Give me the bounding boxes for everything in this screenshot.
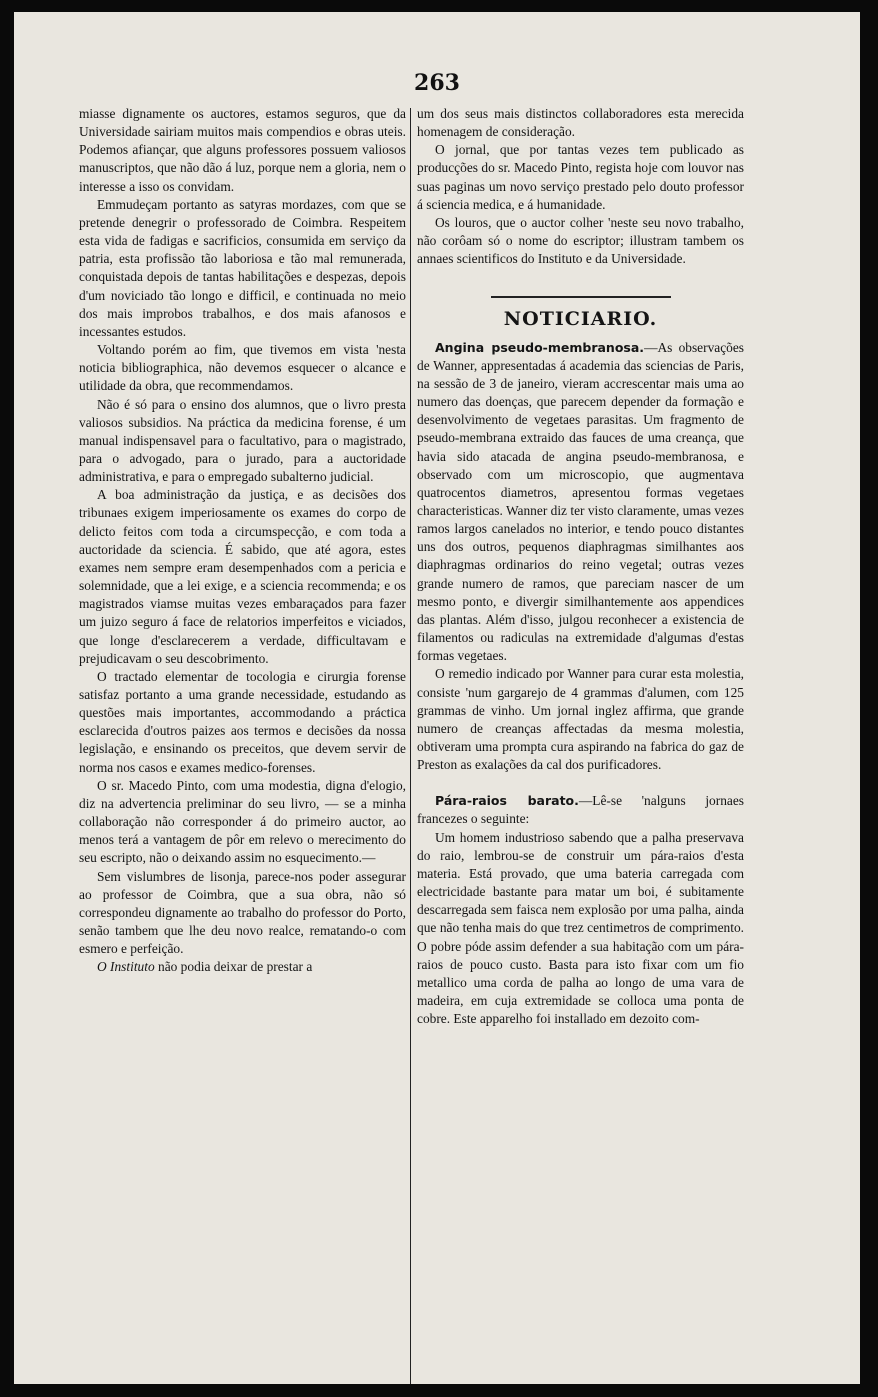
- article-para-raios: [417, 792, 744, 828]
- column-divider: [410, 108, 411, 1384]
- paragraph: Voltando porém ao fim, que tivemos em vista 'nesta noticia bibliographica, não devemos esquecer o alcance e utilidade da obra, que recommendamos.: [79, 342, 406, 394]
- section-title: NOTICIARIO.: [503, 308, 658, 331]
- right-column: [417, 105, 744, 1028]
- paragraph-last: [79, 958, 406, 976]
- paragraph: Emmudeçam portanto as satyras mordazes, com que se pretende denegrir o professorado de Coimbra. Respeitem esta vida de fadigas e sacrificios, consumida em serviço da patria, esta profissão tão laboriosa e tão mal remunerada, conquistada depois de tantas habilitações e despezas, depois d'um noviciado tão longo e difficil, e continuada no meio dos mais improbos trabalhos, e dos mais afanosos e incessantes estudos.: [79, 196, 406, 339]
- paragraph: Os louros, que o auctor colher 'neste seu novo trabalho, não corôam só o nome do escriptor; illustram tambem os annaes scientificos do Instituto e da Universidade.: [417, 214, 744, 267]
- article-heading: Angina pseudo-membranosa.: [435, 339, 645, 355]
- article-angina: [417, 339, 744, 666]
- paragraph: Um homem industrioso sabendo que a palha preservava do raio, lembrou-se de construir um pára-raios d'esta materia. Está provado, que uma bateria carregada com electricidade bastante para matar um boi, é subitamente descarregada sem faisca nem explosão por uma palha, ainda que não tenha mais do que trez centimetros de comprimento. O pobre póde assim defender a sua habitação com um pára-raios de pouco custo. Basta para isto fixar com um fio metallico uma corda de palha ao longo de uma vara de madeira, em cuja extremidade se colloca uma ponta de cobre. Este apparelho foi installado em dezoito com-: [417, 829, 744, 1027]
- paragraph: um dos seus mais distinctos collaboradores esta merecida homenagem de consideração.: [417, 106, 744, 140]
- article-lead: —Lê-se 'nalguns jornaes francezes o seguinte:: [417, 793, 745, 827]
- page-number: 263: [414, 70, 460, 96]
- paragraph: O remedio indicado por Wanner para curar esta molestia, consiste 'num gargarejo de 4 grammas d'alumen, com 125 grammas de vinho. Um jornal inglez affirma, que grande numero de creanças affectadas da mesma molestia, obtiveram uma prompta cura aspirando na fabrica do gaz de Preston as exalações da cal dos purificadores.: [417, 666, 744, 773]
- paragraph: A boa administração da justiça, e as decisões dos tribunaes exigem imperiosamente os exames do corpo de delicto feitos com toda a circumspecção, e com toda a auctoridade da sciencia. É sabido, que até agora, estes exames nem sempre eram desempenhados com a pericia e solemnidade, que a lei exige, e a sciencia recommenda; e os magistrados viamse muitas vezes embaraçados para fazer um juizo seguro á face de relatorios imperfeitos e viciados, que longe d'esclarecerem a verdade, difficultavam e prejudicavam o seu descobrimento.: [79, 487, 406, 666]
- paragraph: O tractado elementar de tocologia e cirurgia forense satisfaz portanto a uma grande necessidade, estudando as questões mais importantes, accommodando a práctica esclarecida d'outros paizes aos termos e decisões da nossa legislação, e ensinando os preceitos, que devem servir de norma nos casos e exames medico-forenses.: [79, 668, 406, 775]
- article-heading: Pára-raios barato.: [435, 793, 579, 809]
- paragraph: miasse dignamente os auctores, estamos seguros, que da Universidade sairiam muitos mais compendios e obras uteis. Podemos afiançar, que alguns professores possuem valiosos manuscriptos, que não dão á luz, porque nem a gloria, nem o interesse a isso os convidam.: [79, 106, 406, 194]
- paragraph: O sr. Macedo Pinto, com uma modestia, digna d'elogio, diz na advertencia preliminar do seu livro, — se a minha collaboração não corresponder á do primeiro auctor, ao menos terá a vantagem de pôr em relevo o merecimento do seu escripto, não o deixando assim no esquecimento.—: [79, 777, 406, 866]
- section-separator: [491, 296, 671, 298]
- text: não podia deixar de prestar a: [154, 959, 313, 975]
- paragraph: O jornal, que por tantas vezes tem publicado as producções do sr. Macedo Pinto, regista hoje com louvor nas suas paginas um novo serviço prestado pelo douto professor á sciencia medica, e á humanidade.: [417, 142, 744, 212]
- newspaper-page: [14, 12, 860, 1384]
- journal-name: O Instituto: [97, 959, 155, 975]
- spacer: [417, 774, 744, 792]
- paragraph: Sem vislumbres de lisonja, parece-nos poder assegurar ao professor de Coimbra, que a sua obra, não só correspondeu dignamente ao trabalho do professor do Porto, senão tambem que lhe deu novo realce, rematando-o com esmero e perfeição.: [79, 868, 406, 957]
- article-lead: —As observações de Wanner, appresentadas á academia das sciencias de Paris, na sessão de 3 de janeiro, vieram accrescentar mais uma ao numero das doenças, que parecem depender da formação e desenvolvimento de vegetaes parasitas. Um fragmento de pseudo-membrana extraido das fauces de uma creança, que havia sido atacada de angina pseudo-membranosa, e observado com um microscopio, que augmentava quatrocentos diametros, apresentou formas vegetaes characteristicas. Wanner diz ter visto claramente, umas vezes ramos largos canelados no interior, e tendo pouco distantes uns dos outros, pequenos diaphragmas similhantes aos diaphragmas ordinarios do reino vegetal; outras vezes grande numero de ramos, que pareciam nascer de um mesmo ponto, e divergir similhantemente aos appendices das plantas. Além d'isso, julgou reconhecer a existencia de filamentos ou radiculas na extremidade d'algumas d'estas formas vegetaes.: [417, 339, 745, 664]
- paragraph: Não é só para o ensino dos alumnos, que o livro presta valiosos subsidios. Na práctica da medicina forense, é um manual indispensavel para o facultativo, para o magistrado, para o advogado, para o jurado, para a auctoridade administrativa, e para o empregado subalterno judicial.: [79, 396, 406, 485]
- left-column: [79, 105, 406, 977]
